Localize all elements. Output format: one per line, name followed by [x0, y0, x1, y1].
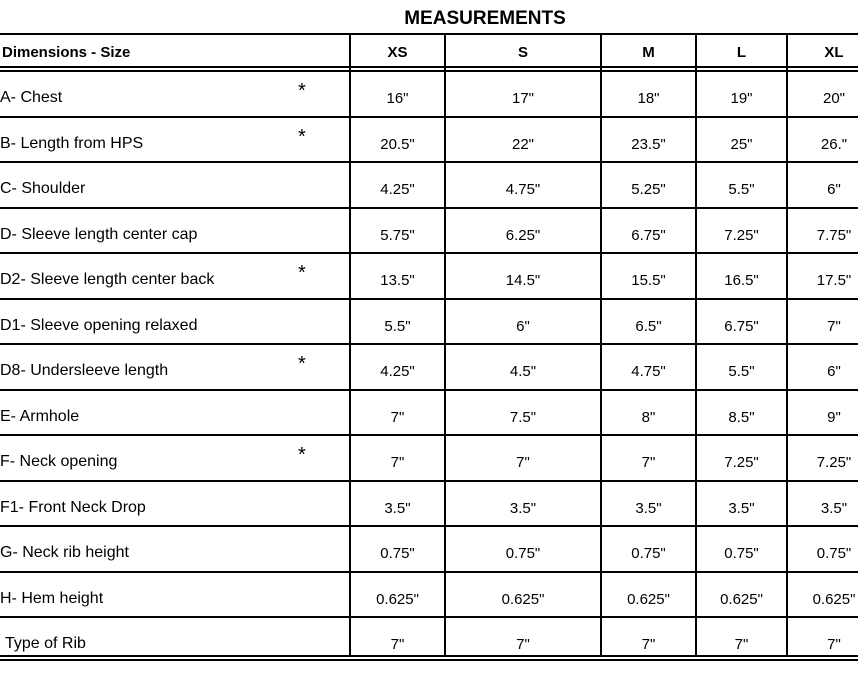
table-row: [0, 571, 858, 616]
dimension-label: G- Neck rib height: [0, 544, 129, 561]
dimensions-size-header: Dimensions - Size: [2, 44, 131, 61]
row-divider: [0, 525, 858, 527]
measurement-cell-xl: 0.75": [816, 545, 852, 562]
table-row: [0, 343, 858, 388]
measurement-cell-xs: 4.25": [380, 363, 415, 380]
dimension-label: F- Neck opening: [0, 453, 118, 470]
measurement-cell-s: 7": [516, 454, 530, 471]
measurement-cell-m: 6.75": [631, 226, 666, 244]
column-divider: [786, 35, 788, 657]
measurement-cell-xs: 3.5": [384, 499, 411, 517]
critical-measure-mark: *: [298, 80, 306, 102]
header-divider-top: [0, 66, 858, 68]
measurement-cell-m: 5.25": [631, 181, 666, 198]
dimension-label: D8- Undersleeve length: [0, 362, 169, 379]
measurement-cell-xs: 13.5": [380, 272, 415, 289]
measurement-cell-l: 6.75": [724, 317, 759, 335]
measurement-cell-xs: 20.5": [380, 135, 415, 153]
measurement-cell-xl: 6": [827, 181, 841, 198]
measurement-cell-xl: 0.625": [812, 590, 856, 608]
measurement-cell-s: 22": [511, 135, 534, 153]
size-header-l: L: [736, 44, 747, 61]
measurement-cell-m: 15.5": [631, 272, 666, 289]
table-row: [0, 70, 858, 115]
size-header-m: M: [642, 44, 655, 61]
measurement-cell-s: 7.5": [509, 408, 537, 426]
measurement-cell-m: 8": [641, 408, 656, 426]
measurement-cell-xs: 7": [390, 408, 405, 426]
dimension-label: D2- Sleeve length center back: [0, 271, 215, 288]
measurement-cell-s: 6": [516, 317, 530, 335]
measurement-cell-m: 3.5": [635, 499, 662, 517]
measurement-cell-s: 17": [511, 90, 534, 107]
critical-measure-mark: *: [298, 444, 306, 466]
table-row: [0, 434, 858, 479]
dimension-label: H- Hem height: [0, 589, 104, 607]
measurement-cell-m: 18": [637, 90, 660, 107]
measurement-cell-xs: 5.5": [384, 317, 411, 335]
measurement-cell-xl: 26.": [820, 135, 848, 153]
row-divider: [0, 616, 858, 618]
row-divider: [0, 161, 858, 163]
size-header-xs: XS: [387, 44, 408, 61]
measurement-cell-xs: 4.25": [380, 181, 415, 198]
title-divider: [0, 33, 858, 35]
measurement-cell-l: 3.5": [728, 499, 755, 517]
row-divider: [0, 389, 858, 391]
measurement-cell-m: 6.5": [635, 317, 662, 335]
table-row: [0, 389, 858, 434]
dimension-label: F1- Front Neck Drop: [0, 498, 146, 516]
measurement-cell-xl: 20": [822, 90, 845, 107]
measurement-cell-xl: 17.5": [816, 272, 852, 289]
critical-measure-mark: *: [298, 262, 306, 284]
measurement-cell-xs: 5.75": [380, 226, 415, 244]
table-bottom-rule-double: [0, 659, 858, 661]
table-row: [0, 161, 858, 206]
measurement-cell-s: 14.5": [505, 272, 541, 289]
row-divider: [0, 207, 858, 209]
measurement-cell-xs: 16": [386, 90, 409, 107]
measurement-cell-xs: 7": [390, 454, 405, 471]
measurement-cell-xl: 7": [827, 317, 841, 335]
header-divider-bottom: [0, 70, 858, 72]
critical-measure-mark: *: [298, 353, 306, 375]
table-row: [0, 525, 858, 570]
measurement-cell-m: 7": [641, 636, 656, 653]
table-row: [0, 252, 858, 297]
measurement-cell-s: 0.75": [505, 545, 541, 562]
dimension-label: A- Chest: [0, 89, 63, 106]
row-divider: [0, 571, 858, 573]
measurement-cell-l: 7.25": [724, 454, 759, 471]
measurement-cell-l: 16.5": [724, 272, 759, 289]
column-divider: [600, 35, 602, 657]
measurement-cell-m: 0.625": [627, 590, 670, 608]
row-divider: [0, 298, 858, 300]
measurement-cell-s: 6.25": [505, 226, 541, 244]
dimension-label: D1- Sleeve opening relaxed: [0, 316, 198, 334]
measurement-cell-m: 7": [641, 454, 656, 471]
measurement-cell-l: 7": [734, 636, 749, 653]
measurement-cell-l: 0.75": [724, 545, 759, 562]
table-row: [0, 480, 858, 525]
measurement-cell-xs: 0.625": [376, 590, 419, 608]
row-divider: [0, 116, 858, 118]
row-divider: [0, 434, 858, 436]
measurement-cell-s: 7": [516, 636, 530, 653]
critical-measure-mark: *: [298, 125, 306, 148]
measurement-cell-xl: 6": [827, 363, 841, 380]
measurement-cell-m: 4.75": [631, 363, 666, 380]
table-row: [0, 298, 858, 343]
measurement-cell-l: 5.5": [728, 181, 755, 198]
measurement-cell-s: 4.5": [509, 363, 537, 380]
row-divider: [0, 480, 858, 482]
dimension-label: E- Armhole: [0, 407, 80, 425]
column-divider: [444, 35, 446, 657]
measurement-cell-xl: 9": [827, 408, 841, 426]
column-divider: [695, 35, 697, 657]
measurement-cell-xl: 7": [827, 636, 841, 653]
measurement-cell-s: 3.5": [509, 499, 537, 517]
measurement-cell-s: 0.625": [501, 590, 545, 608]
measurement-cell-l: 5.5": [728, 363, 755, 380]
table-row: [0, 207, 858, 252]
column-divider: [349, 35, 351, 657]
dimension-label: B- Length from HPS: [0, 134, 144, 152]
size-header-xl: XL: [824, 44, 844, 61]
row-divider: [0, 343, 858, 345]
measurement-cell-xs: 7": [390, 636, 405, 653]
measurement-cell-m: 0.75": [631, 545, 666, 562]
dimension-label: Type of Rib: [5, 635, 86, 652]
measurement-cell-xs: 0.75": [380, 545, 415, 562]
dimension-label: D- Sleeve length center cap: [0, 225, 198, 243]
dimension-label: C- Shoulder: [0, 180, 86, 197]
measurement-cell-l: 25": [730, 135, 753, 153]
measurement-cell-l: 0.625": [720, 590, 763, 608]
measurement-cell-m: 23.5": [631, 135, 666, 153]
measurement-cell-xl: 3.5": [820, 499, 848, 517]
table-bottom-rule: [0, 655, 858, 657]
size-header-s: S: [517, 44, 528, 61]
measurement-cell-l: 19": [730, 90, 753, 107]
measurement-cell-l: 7.25": [724, 226, 759, 244]
measurement-cell-xl: 7.25": [816, 454, 852, 471]
row-divider: [0, 252, 858, 254]
measurement-cell-s: 4.75": [505, 181, 541, 198]
table-title: MEASUREMENTS: [404, 8, 566, 29]
table-row: [0, 116, 858, 161]
measurement-cell-xl: 7.75": [816, 226, 852, 244]
measurement-cell-l: 8.5": [728, 408, 755, 426]
